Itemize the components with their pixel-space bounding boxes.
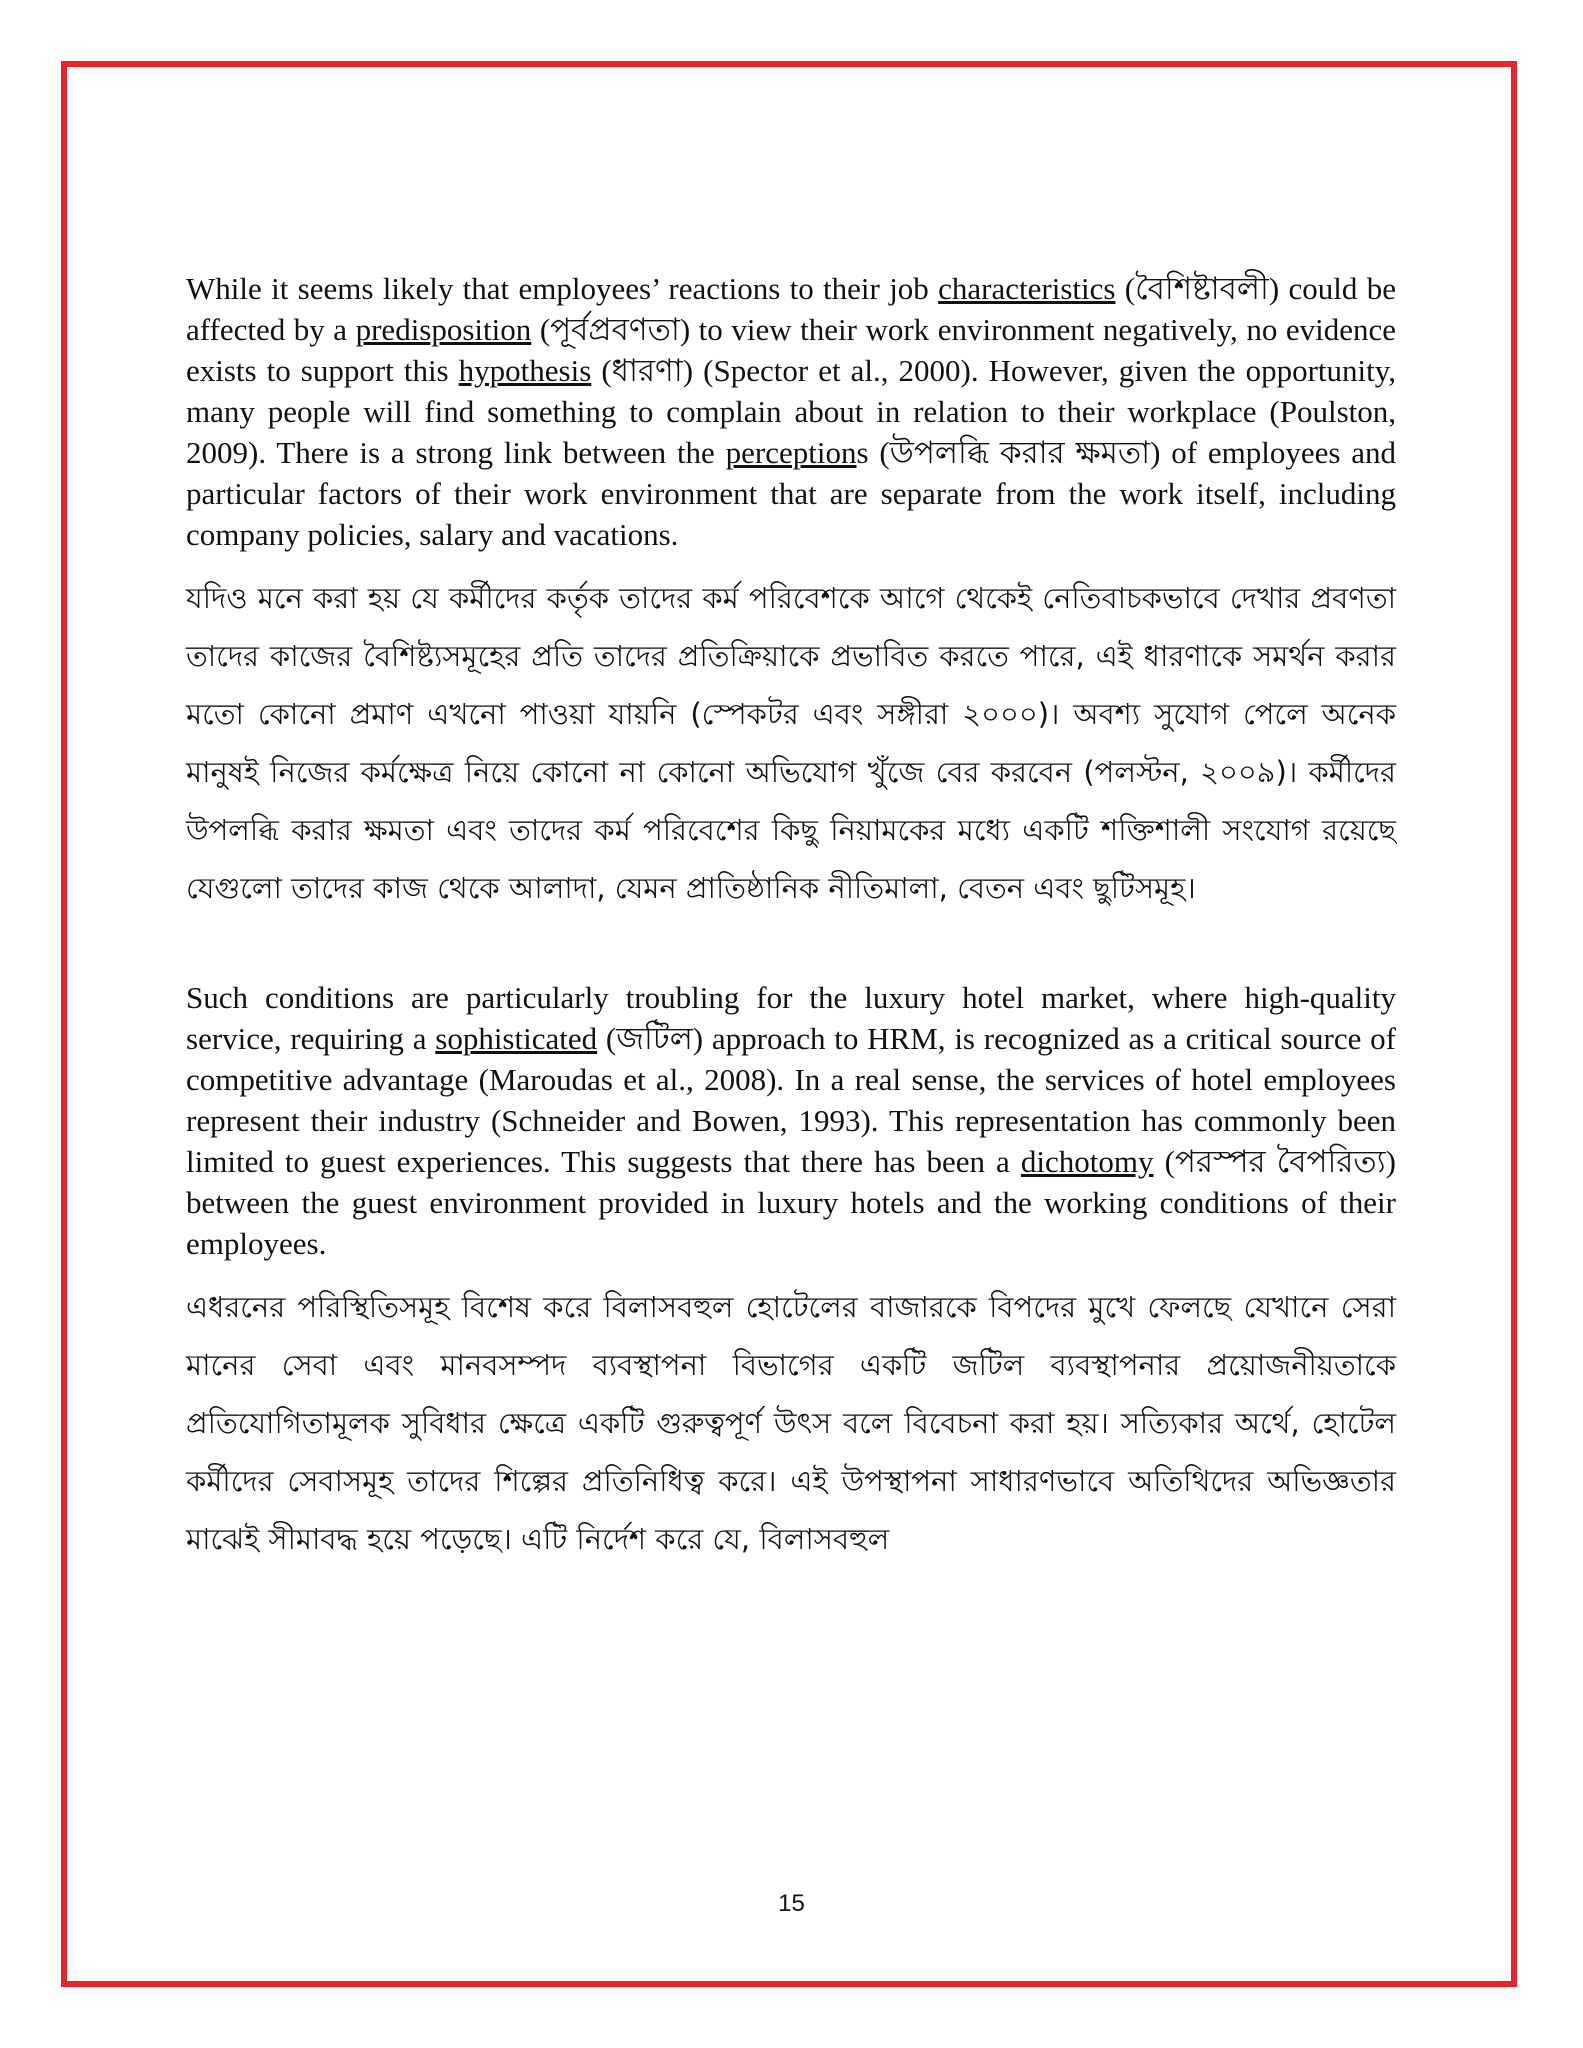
term-characteristics: characteristics bbox=[938, 271, 1116, 306]
page-number: 15 bbox=[778, 1890, 805, 1917]
term-hypothesis: hypothesis bbox=[458, 353, 592, 388]
paragraph-2-bengali: এধরনের পরিস্থিতিসমূহ বিশেষ করে বিলাসবহুল হোটেলের বাজারকে বিপদের মুখে ফেলছে যেখানে সেরা মানের সেবা এবং মানবসম্পদ ব্যবস্থাপনা বিভাগের একটি জটিল ব্যবস্থাপনার প্রয়োজনীয়তাকে প্রতিযোগিতামূলক সুবিধার ক্ষেত্রে একটি গুরুত্বপূর্ণ উৎস বলে বিবেচনা করা হয়। সত্যিকার অর্থে, হোটেল কর্মীদের সেবাসমূহ তাদের শিল্পের প্রতিনিধিত্ব করে। এই উপস্থাপনা সাধারণভাবে অতিথিদের অভিজ্ঞতার মাঝেই সীমাবদ্ধ হয়ে পড়েছে। এটি নির্দেশ করে যে, বিলাসবহুল bbox=[186, 1290, 1396, 1556]
term-sophisticated: sophisticated bbox=[435, 1021, 598, 1056]
page-content bbox=[186, 268, 1396, 1568]
paragraph-1-bengali: যদিও মনে করা হয় যে কর্মীদের কর্তৃক তাদের কর্ম পরিবেশকে আগে থেকেই নেতিবাচকভাবে দেখার প্রবণতা তাদের কাজের বৈশিষ্ট্যসমূহের প্রতি তাদের প্রতিক্রিয়াকে প্রভাবিত করতে পারে, এই ধারণাকে সমর্থন করার মতো কোনো প্রমাণ এখনো পাওয়া যায়নি (স্পেকটর এবং সঙ্গীরা ২০০০)। অবশ্য সুযোগ পেলে অনেক মানুষই নিজের কর্মক্ষেত্র নিয়ে কোনো না কোনো অভিযোগ খুঁজে বের করবেন (পলস্টন, ২০০৯)। কর্মীদের উপলব্ধি করার ক্ষমতা এবং তাদের কর্ম পরিবেশের কিছু নিয়ামকের মধ্যে একটি শক্তিশালী সংযোগ রয়েছে যেগুলো তাদের কাজ থেকে আলাদা, যেমন প্রাতিষ্ঠানিক নীতিমালা, বেতন এবং ছুটিসমূহ। bbox=[186, 581, 1396, 905]
paragraph-1-english: While it seems likely that employees’ reactions to their job characteristics (বৈশিষ্টাবলী) could be affected by a predisposition (পূর্বপ্রবণতা) to view their work environment negatively, no evidence exists to support this hypothesis (ধারণা) (Spector et al., 2000). However, given the opportunity, many people will find something to complain about in relation to their workplace (Poulston, 2009). There is a strong link between the perceptions (উপলব্ধি করার ক্ষমতা) of employees and particular factors of their work environment that are separate from the work itself, including company policies, salary and vacations. bbox=[186, 271, 1397, 552]
term-predisposition: predisposition bbox=[355, 312, 532, 347]
term-perception: perception bbox=[725, 435, 857, 470]
term-dichotomy: dichotomy bbox=[1020, 1144, 1154, 1179]
paragraph-2-english: Such conditions are particularly troubling for the luxury hotel market, where high-quality service, requiring a sophisticated (জটিল) approach to HRM, is recognized as a critical source of competitive advantage (Maroudas et al., 2008). In a real sense, the services of hotel employees represent their industry (Schneider and Bowen, 1993). This representation has commonly been limited to guest experiences. This suggests that there has been a dichotomy (পরস্পর বৈপরিত্য) between the guest environment provided in luxury hotels and the working conditions of their employees. bbox=[186, 980, 1396, 1261]
